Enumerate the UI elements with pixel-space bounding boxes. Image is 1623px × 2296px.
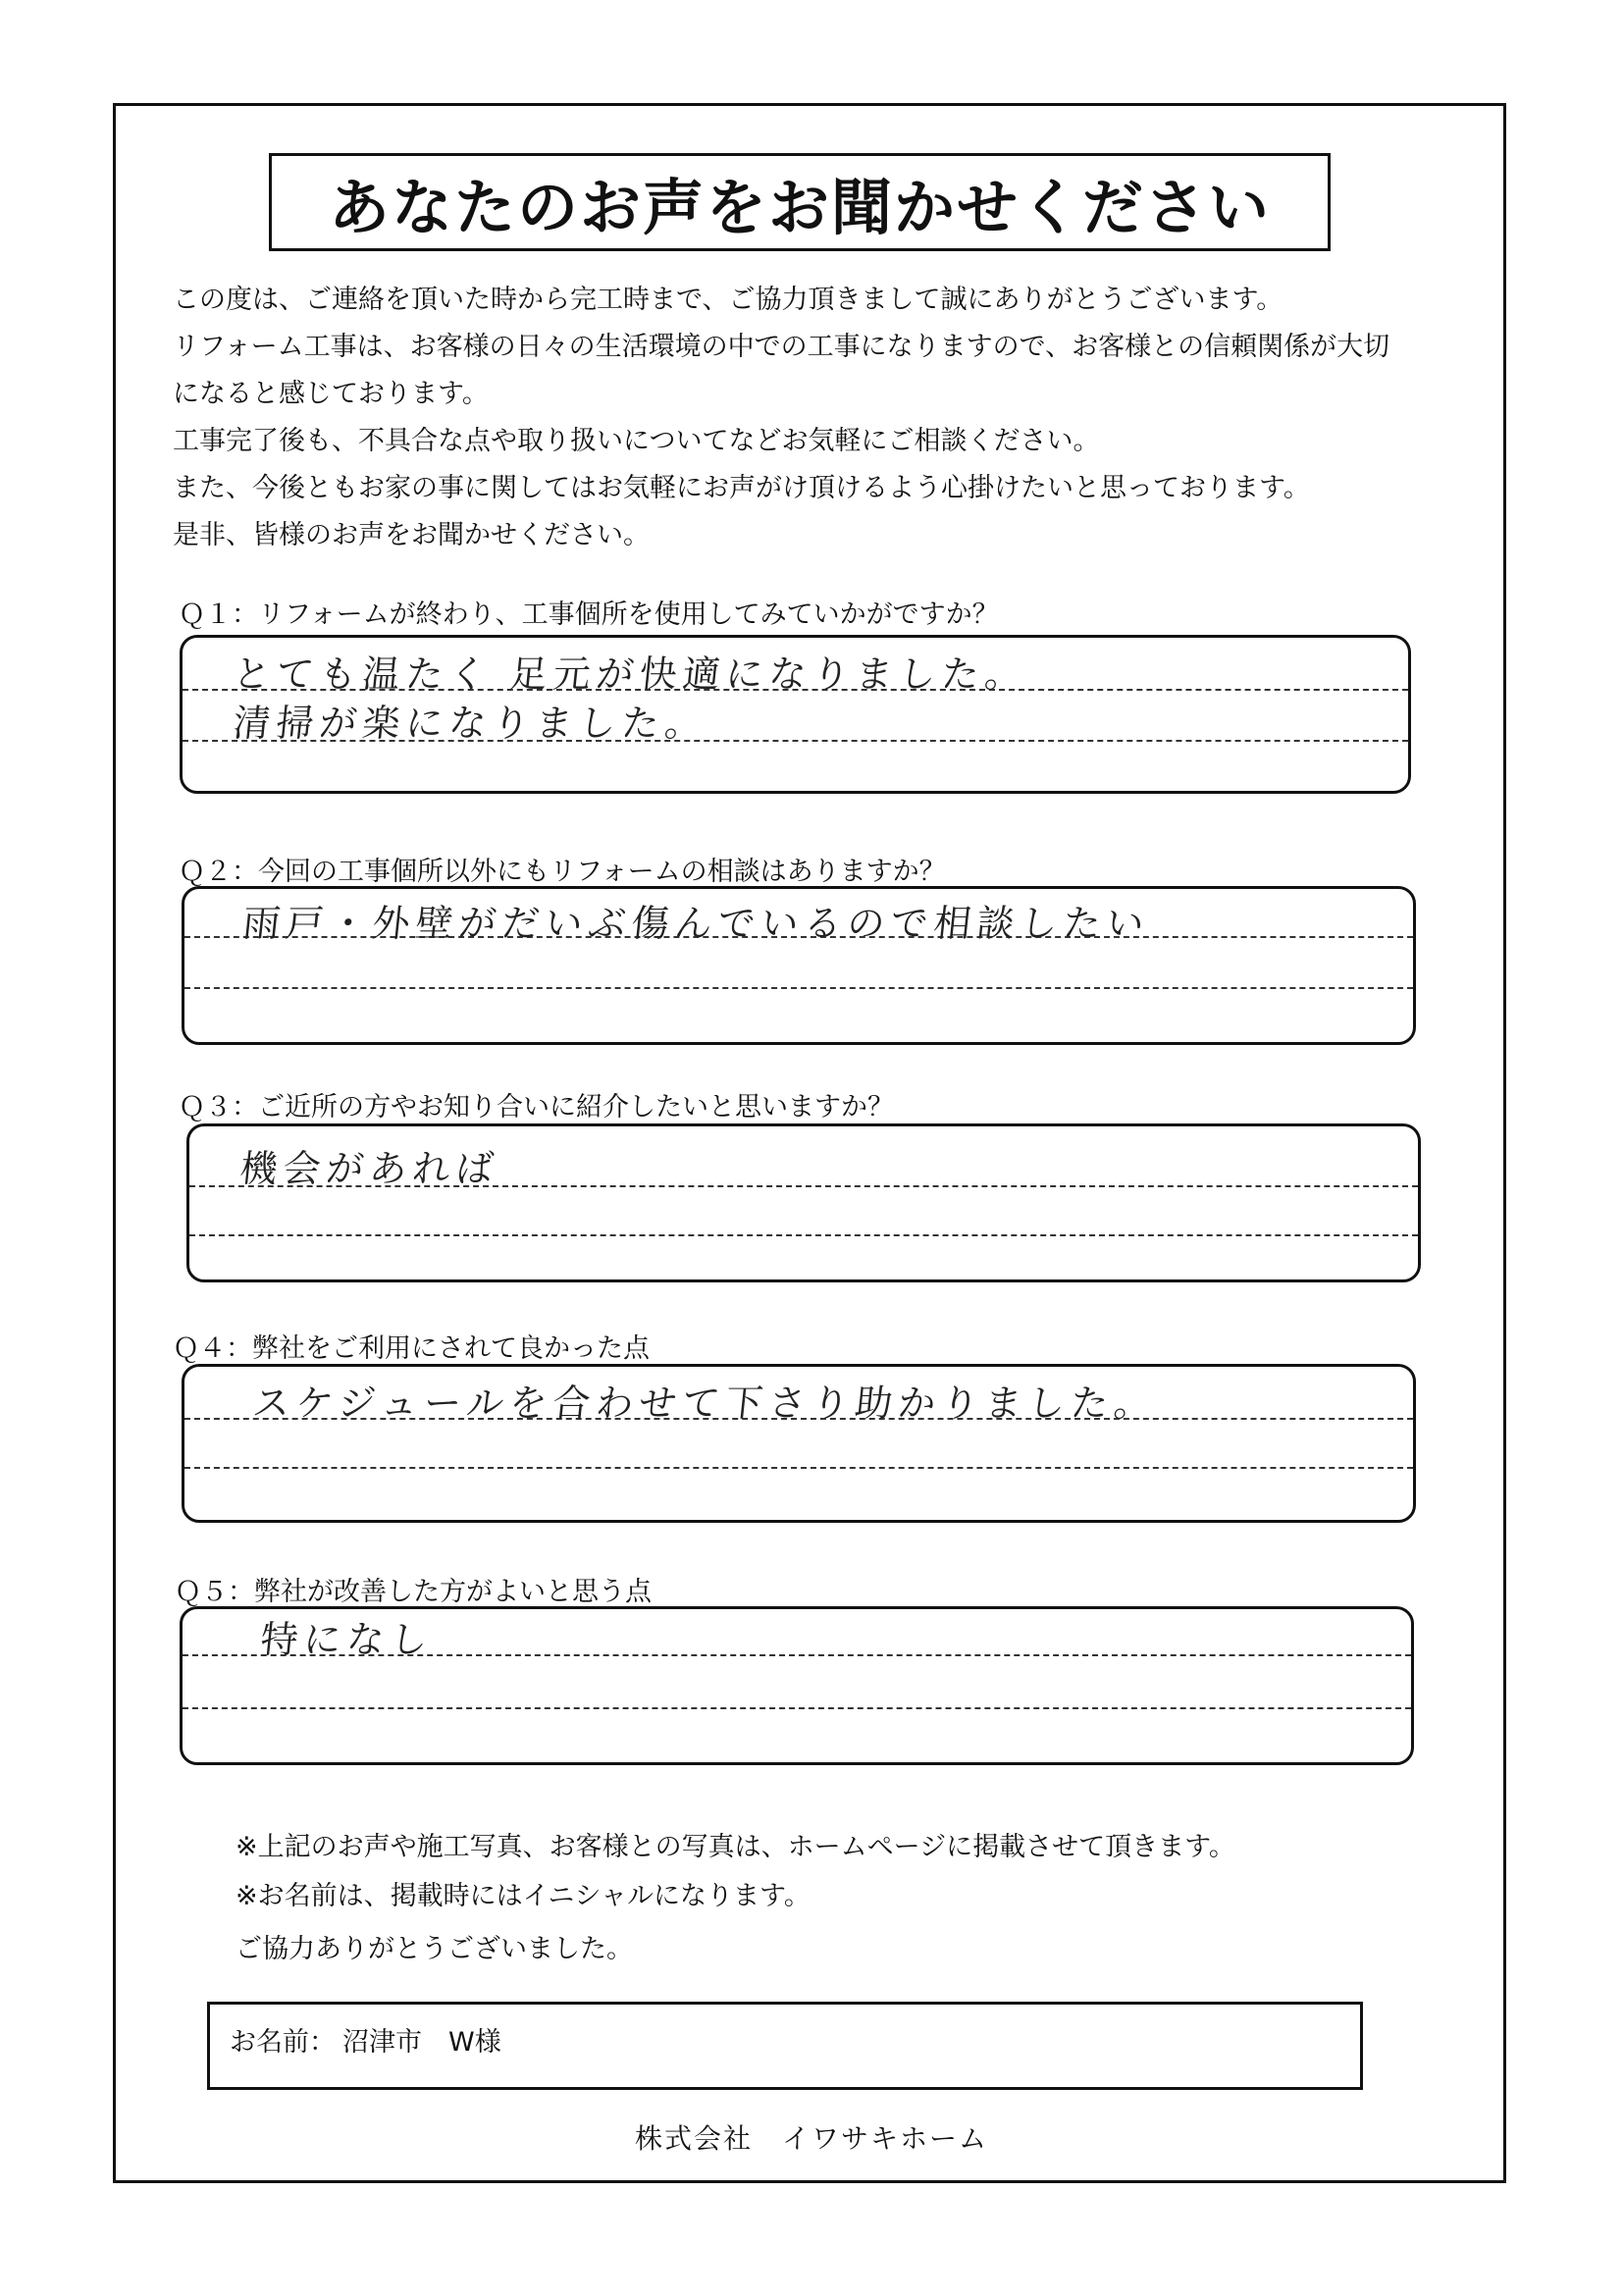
question-5-label: Ｑ５：弊社が改善した方がよいと思う点	[175, 1577, 652, 1607]
answer-2-handwriting: 雨戸・外壁がだいぶ傷んでいるので相談したい	[240, 902, 1152, 945]
intro-text	[173, 277, 1429, 559]
answer-5-handwriting: 特になし	[258, 1618, 436, 1661]
intro-line: 工事完了後も、不具合な点や取り扱いについてなどお気軽にご相談ください。	[173, 426, 1100, 456]
answer-1-handwriting: 清掃が楽になりました。	[231, 702, 710, 745]
intro-line: また、今後ともお家の事に関してはお気軽にお声がけ頂けるよう心掛けたいと思っております。	[173, 473, 1310, 503]
intro-line: 是非、皆様のお声をお聞かせください。	[173, 520, 650, 550]
note-line: ご協力ありがとうございました。	[236, 1934, 633, 1964]
question-3-label: Ｑ３：ご近所の方やお知り合いに紹介したいと思いますか？	[179, 1092, 894, 1122]
question-4-label: Ｑ４：弊社をご利用にされて良かった点	[173, 1333, 650, 1364]
answer-line	[183, 1707, 1411, 1709]
answer-4-box	[182, 1364, 1416, 1523]
answer-1-box	[180, 635, 1411, 794]
answer-2-box	[182, 886, 1416, 1045]
question-2-label: Ｑ２：今回の工事個所以外にもリフォームの相談はありますか？	[179, 857, 946, 887]
intro-line: になると感じております。	[173, 379, 489, 409]
answer-1-handwriting: とても温たく 足元が快適になりました。	[231, 652, 1031, 696]
answer-5-box	[180, 1606, 1414, 1765]
name-label: お名前：	[230, 2027, 336, 2058]
answer-line	[184, 987, 1413, 989]
answer-line	[189, 1234, 1418, 1236]
note-line: ※お名前は、掲載時にはイニシャルになります。	[236, 1881, 811, 1911]
question-1-label: Ｑ１：リフォームが終わり、工事個所を使用してみていかがですか？	[179, 600, 999, 630]
note-line: ※上記のお声や施工写真、お客様との写真は、ホームページに掲載させて頂きます。	[236, 1832, 1235, 1862]
answer-4-handwriting: スケジュールを合わせて下さり助かりました。	[250, 1382, 1160, 1425]
answer-3-box	[186, 1123, 1421, 1282]
intro-line: リフォーム工事は、お客様の日々の生活環境の中での工事になりますので、お客様との信頼関係が大切	[173, 332, 1390, 362]
page-title: あなたのお声をお聞かせください	[328, 171, 1271, 243]
name-box	[207, 2002, 1363, 2090]
title-box	[269, 153, 1331, 251]
notes	[236, 1823, 1235, 1974]
company-name: 株式会社 イワサキホーム	[634, 2122, 988, 2155]
answer-3-handwriting: 機会があれば	[237, 1147, 501, 1190]
name-value: 沼津市 W様	[342, 2027, 501, 2058]
answer-line	[184, 1467, 1413, 1469]
intro-line: この度は、ご連絡を頂いた時から完工時まで、ご協力頂きまして誠にありがとうございます。	[173, 285, 1283, 315]
